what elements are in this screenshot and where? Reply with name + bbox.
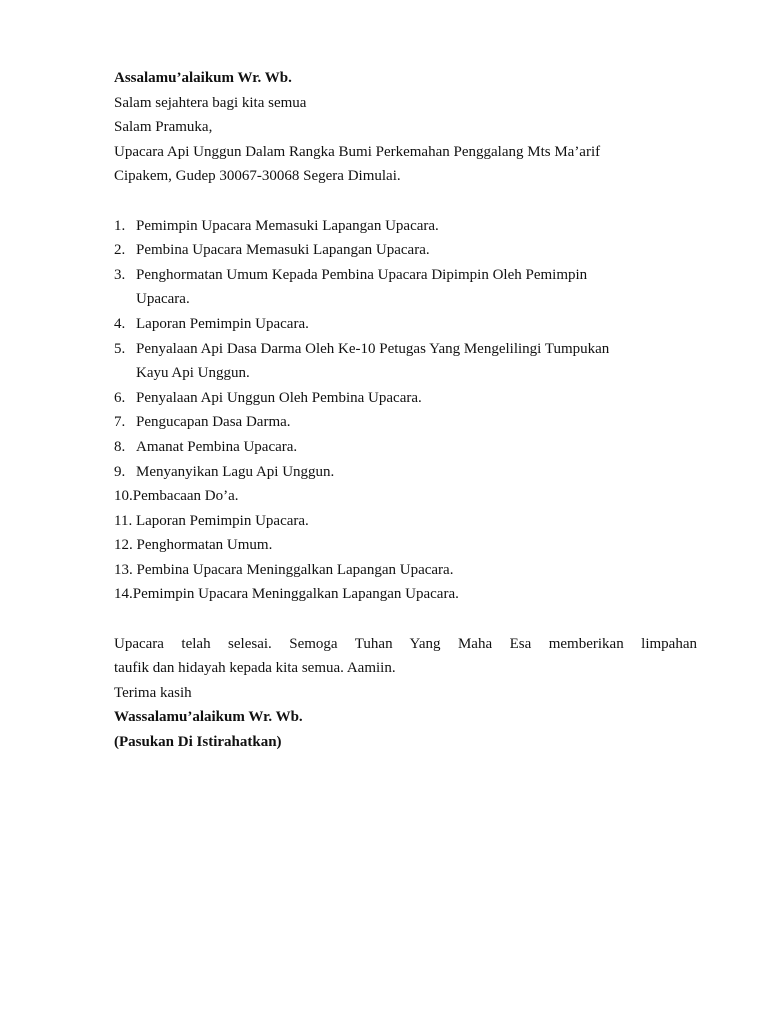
- agenda-item: [114, 558, 697, 583]
- agenda-text: Penyalaan Api Unggun Oleh Pembina Upacara.: [136, 389, 422, 406]
- agenda-text-continued: Upacara.: [136, 291, 190, 308]
- agenda-number: 13.: [114, 561, 133, 578]
- agenda-number: 8.: [114, 438, 126, 455]
- dismiss-note: (Pasukan Di Istirahatkan): [114, 734, 282, 751]
- agenda-number: 6.: [114, 389, 126, 406]
- agenda-item: [114, 509, 697, 534]
- agenda-number: 1.: [114, 217, 126, 234]
- agenda-item: [114, 238, 697, 263]
- agenda-number: 14.: [114, 586, 133, 603]
- agenda-item: [114, 435, 697, 460]
- opening-greeting: Assalamu’alaikum Wr. Wb.: [114, 70, 292, 86]
- agenda-text: Penghormatan Umum Kepada Pembina Upacara Dipimpin Oleh Pemimpin: [136, 266, 588, 283]
- greeting-line: Salam sejahtera bagi kita semua: [114, 94, 307, 111]
- agenda-text: Pemimpin Upacara Meninggalkan Lapangan Upacara.: [132, 586, 459, 603]
- spacer: [114, 607, 697, 632]
- agenda-number: 2.: [114, 242, 126, 259]
- agenda-text: Laporan Pemimpin Upacara.: [136, 315, 309, 332]
- agenda-item: [114, 214, 697, 239]
- agenda-text: Pembina Upacara Meninggalkan Lapangan Upacara.: [136, 561, 454, 578]
- closing-paragraph: [114, 632, 697, 681]
- agenda-item: [114, 460, 697, 485]
- agenda-item: [114, 263, 697, 312]
- pramuka-greeting: Salam Pramuka,: [114, 119, 213, 136]
- agenda-number: 3.: [114, 266, 126, 283]
- agenda-number: 5.: [114, 340, 126, 357]
- closing-paragraph-line-1: Upacara telah selesai. Semoga Tuhan Yang Maha Esa memberikan limpahan: [114, 635, 697, 652]
- agenda-number: 10.: [114, 488, 133, 505]
- agenda-number: 9.: [114, 463, 126, 480]
- agenda-number: 12.: [114, 537, 133, 554]
- agenda-text: Pembina Upacara Memasuki Lapangan Upacara.: [136, 242, 430, 259]
- agenda-number: 4.: [114, 315, 126, 332]
- agenda-item: [114, 337, 697, 386]
- agenda-text: Pemimpin Upacara Memasuki Lapangan Upacara.: [136, 217, 439, 234]
- agenda-text: Pembacaan Do’a.: [132, 488, 239, 505]
- agenda-text: Menyanyikan Lagu Api Unggun.: [136, 463, 335, 480]
- agenda-text-continued: Kayu Api Unggun.: [136, 365, 250, 382]
- agenda-text: Laporan Pemimpin Upacara.: [135, 512, 309, 529]
- document-body: [114, 66, 697, 755]
- agenda-item: [114, 410, 697, 435]
- agenda-item: [114, 582, 697, 607]
- agenda-text: Amanat Pembina Upacara.: [136, 438, 298, 455]
- agenda-text: Penghormatan Umum.: [136, 537, 273, 554]
- spacer: [114, 189, 697, 214]
- agenda-list: [114, 214, 697, 608]
- closing-paragraph-line-2: taufik dan hidayah kepada kita semua. Aamiin.: [114, 660, 396, 677]
- thanks-line: Terima kasih: [114, 684, 192, 701]
- agenda-number: 11.: [114, 512, 133, 529]
- agenda-item: [114, 312, 697, 337]
- agenda-item: [114, 484, 697, 509]
- announcement-line-1: Upacara Api Unggun Dalam Rangka Bumi Perkemahan Penggalang Mts Ma’arif: [114, 143, 601, 160]
- closing-greeting: Wassalamu’alaikum Wr. Wb.: [114, 709, 303, 726]
- agenda-number: 7.: [114, 414, 126, 431]
- agenda-text: Pengucapan Dasa Darma.: [136, 414, 291, 431]
- agenda-item: [114, 386, 697, 411]
- announcement-line-2: Cipakem, Gudep 30067-30068 Segera Dimulai.: [114, 168, 401, 185]
- agenda-text: Penyalaan Api Dasa Darma Oleh Ke-10 Petugas Yang Mengelilingi Tumpukan: [136, 340, 610, 357]
- agenda-item: [114, 533, 697, 558]
